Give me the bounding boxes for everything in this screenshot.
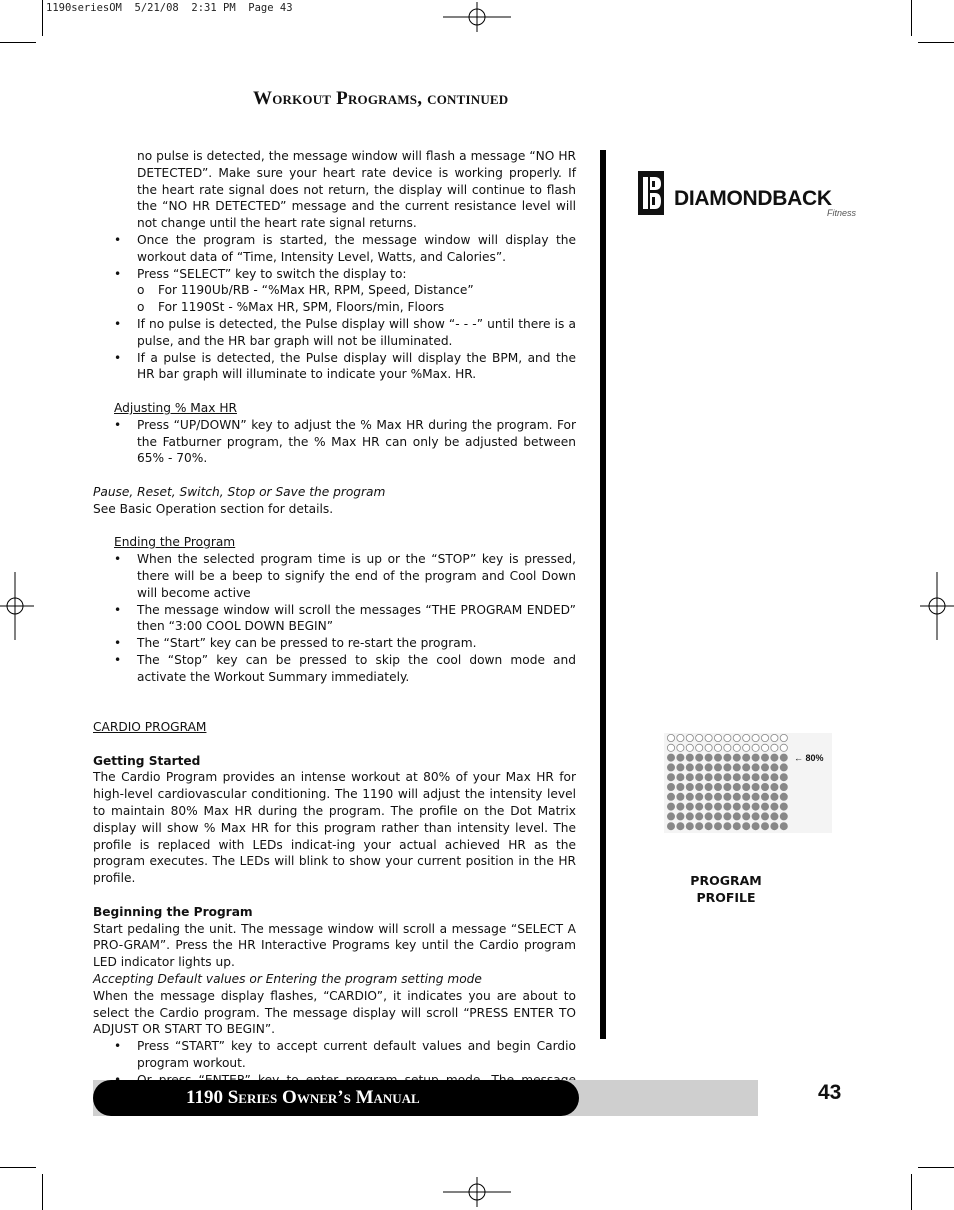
dot-lit: [714, 793, 721, 800]
list-item: • Press “START” key to accept current default values and begin Cardio program workout.: [114, 1039, 576, 1071]
dot-unlit: [752, 744, 759, 751]
dot-lit: [771, 803, 778, 810]
dot-lit: [696, 823, 703, 830]
dot-lit: [780, 813, 787, 820]
dot-unlit: [752, 734, 759, 741]
option-item: o For 1190Ub/RB - “%Max HR, RPM, Speed, Distance”: [137, 283, 474, 298]
dot-lit: [780, 823, 787, 830]
bullet-icon: •: [114, 417, 122, 432]
dot-unlit: [743, 744, 750, 751]
dot-lit: [761, 774, 768, 781]
dot-lit: [705, 774, 712, 781]
dot-lit: [714, 803, 721, 810]
dot-unlit: [761, 744, 768, 751]
dot-lit: [743, 774, 750, 781]
dot-unlit: [771, 734, 778, 741]
dot-lit: [761, 823, 768, 830]
dot-lit: [686, 774, 693, 781]
dot-lit: [733, 783, 740, 790]
dot-lit: [686, 783, 693, 790]
dot-lit: [724, 793, 731, 800]
dot-unlit: [714, 744, 721, 751]
diamondback-logo: [638, 171, 860, 223]
dot-lit: [752, 764, 759, 771]
getting-started-text: The Cardio Program provides an intense workout at 80% of your Max HR for high-level cardiovascular conditioning. The 1190 will adjust the intensity level to maintain 80% Max HR during the program. The profile on the Dot Matrix display will show % Max HR for this program rather than intensity level. The profile is replaced with LEDs indicat-ing your actual achieved HR as the program executes. The LEDs will blink to show your current position in the HR profile.: [93, 770, 576, 886]
dot-lit: [752, 823, 759, 830]
dot-lit: [733, 754, 740, 761]
dot-lit: [696, 813, 703, 820]
dot-unlit: [696, 744, 703, 751]
program-profile-caption: PROGRAM PROFILE: [690, 873, 762, 905]
dot-lit: [714, 764, 721, 771]
accepting-heading: Accepting Default values or Entering the program setting mode: [93, 972, 482, 987]
dot-lit: [686, 813, 693, 820]
dot-lit: [743, 813, 750, 820]
dot-lit: [752, 783, 759, 790]
dot-lit: [714, 754, 721, 761]
dot-lit: [724, 754, 731, 761]
dot-lit: [780, 783, 787, 790]
section-title: Workout Programs, continued: [253, 88, 509, 109]
dot-unlit: [724, 744, 731, 751]
dot-lit: [771, 783, 778, 790]
dot-lit: [667, 754, 674, 761]
dot-lit: [677, 813, 684, 820]
dot-lit: [696, 754, 703, 761]
dot-lit: [780, 764, 787, 771]
dot-unlit: [686, 744, 693, 751]
dot-lit: [705, 793, 712, 800]
dot-lit: [724, 813, 731, 820]
dot-lit: [761, 803, 768, 810]
registration-mark-left: [0, 572, 34, 640]
dot-matrix-display: [664, 733, 832, 833]
dot-lit: [677, 803, 684, 810]
dot-lit: [714, 823, 721, 830]
dot-lit: [733, 813, 740, 820]
dot-lit: [696, 774, 703, 781]
dot-lit: [686, 754, 693, 761]
dot-lit: [667, 783, 674, 790]
dot-lit: [752, 774, 759, 781]
print-header: 1190seriesOM 5/21/08 2:31 PM Page 43: [46, 2, 293, 14]
dot-lit: [667, 793, 674, 800]
getting-started-heading: Getting Started: [93, 753, 201, 768]
dot-lit: [667, 803, 674, 810]
dot-lit: [714, 813, 721, 820]
dot-lit: [714, 774, 721, 781]
dot-lit: [686, 793, 693, 800]
dot-lit: [667, 823, 674, 830]
crop-mark: [911, 0, 912, 36]
dot-lit: [705, 823, 712, 830]
dot-lit: [752, 754, 759, 761]
dot-lit: [724, 764, 731, 771]
dot-lit: [677, 774, 684, 781]
registration-mark-bottom: [443, 1177, 511, 1207]
dot-lit: [677, 783, 684, 790]
dot-lit: [743, 754, 750, 761]
dot-lit: [733, 803, 740, 810]
crop-mark: [42, 1174, 43, 1210]
dot-unlit: [705, 744, 712, 751]
crop-mark: [911, 1174, 912, 1210]
crop-mark: [0, 42, 36, 43]
beginning-text: Start pedaling the unit. The message window will scroll a message “SELECT A PRO-GRAM”. Press the HR Interactive Programs key until the Cardio program LED indicator lights up.: [93, 921, 576, 970]
bullet-icon: •: [114, 266, 122, 281]
dot-lit: [733, 793, 740, 800]
page-number: 43: [818, 1081, 842, 1104]
dot-unlit: [771, 744, 778, 751]
dot-unlit: [705, 734, 712, 741]
footer-pill: [93, 1080, 579, 1116]
dot-lit: [771, 754, 778, 761]
list-item: • The message window will scroll the messages “THE PROGRAM ENDED” then “3:00 COOL DOWN BEGIN”: [114, 602, 576, 634]
bullet-icon: •: [114, 652, 122, 667]
accepting-text: When the message display flashes, “CARDIO”, it indicates you are about to select the Cardio program. The message display will scroll “PRESS ENTER TO ADJUST OR START TO BEGIN”.: [93, 988, 576, 1037]
adjusting-heading: Adjusting % Max HR: [114, 400, 237, 415]
registration-mark-top: [443, 2, 511, 32]
dot-lit: [696, 793, 703, 800]
dot-lit: [780, 793, 787, 800]
dot-lit: [743, 783, 750, 790]
dot-lit: [771, 793, 778, 800]
crop-mark: [918, 42, 954, 43]
dot-lit: [761, 754, 768, 761]
dot-unlit: [714, 734, 721, 741]
bullet-icon: •: [114, 316, 122, 331]
dot-lit: [724, 823, 731, 830]
dot-lit: [743, 793, 750, 800]
dot-lit: [686, 823, 693, 830]
dot-unlit: [761, 734, 768, 741]
dot-unlit: [686, 734, 693, 741]
dot-lit: [761, 813, 768, 820]
dot-lit: [733, 774, 740, 781]
dot-unlit: [733, 744, 740, 751]
dot-lit: [686, 803, 693, 810]
dot-unlit: [743, 734, 750, 741]
dot-lit: [705, 754, 712, 761]
crop-mark: [42, 0, 43, 36]
dot-lit: [667, 813, 674, 820]
dot-lit: [780, 803, 787, 810]
list-item: • If no pulse is detected, the Pulse display will show “- - -” until there is a pulse, and the HR bar graph will not be illuminated.: [114, 316, 576, 348]
registration-mark-right: [920, 572, 954, 640]
dot-lit: [686, 764, 693, 771]
crop-mark: [918, 1167, 954, 1168]
logo-brand: DIAMONDBACK: [674, 187, 832, 210]
dot-lit: [771, 813, 778, 820]
dot-lit: [771, 764, 778, 771]
diamondback-emblem-icon: [638, 171, 664, 215]
footer-title: 1190 Series Owner’s Manual: [186, 1087, 420, 1108]
dot-lit: [752, 813, 759, 820]
dot-lit: [780, 774, 787, 781]
dot-lit: [677, 823, 684, 830]
dot-lit: [667, 774, 674, 781]
dot-unlit: [780, 744, 787, 751]
list-item: • If a pulse is detected, the Pulse display will display the BPM, and the HR bar graph will illuminate to indicate your %Max. HR.: [114, 350, 576, 382]
dot-lit: [696, 764, 703, 771]
option-item: o For 1190St - %Max HR, SPM, Floors/min, Floors: [137, 300, 445, 315]
dot-lit: [761, 783, 768, 790]
cardio-heading: CARDIO PROGRAM: [93, 720, 207, 735]
ending-heading: Ending the Program: [114, 535, 236, 550]
dot-unlit: [667, 744, 674, 751]
list-item: • When the selected program time is up or the “STOP” key is pressed, there will be a beep to signify the end of the program and Cool Down will become active: [114, 552, 576, 600]
dot-lit: [667, 764, 674, 771]
dot-lit: [705, 813, 712, 820]
list-item: • The “Stop” key can be pressed to skip the cool down mode and activate the Workout Summary immediately.: [114, 652, 576, 684]
list-item: • Press “UP/DOWN” key to adjust the % Max HR during the program. For the Fatburner program, the % Max HR can only be adjusted between 65% - 70%.: [114, 417, 576, 466]
dot-lit: [733, 764, 740, 771]
list-item: • Press “SELECT” key to switch the display to:: [114, 266, 407, 281]
dot-lit: [780, 754, 787, 761]
pause-heading: Pause, Reset, Switch, Stop or Save the program: [93, 484, 386, 499]
profile-level-label: ← 80%: [794, 753, 824, 763]
dot-lit: [677, 764, 684, 771]
dot-lit: [761, 764, 768, 771]
dot-unlit: [733, 734, 740, 741]
list-item: • The “Start” key can be pressed to re-start the program.: [114, 636, 477, 651]
dot-lit: [752, 793, 759, 800]
dot-lit: [724, 803, 731, 810]
dot-lit: [761, 793, 768, 800]
vertical-rule: [600, 150, 606, 1039]
dot-unlit: [724, 734, 731, 741]
dot-unlit: [677, 734, 684, 741]
main-content: [93, 148, 576, 1105]
beginning-heading: Beginning the Program: [93, 904, 253, 919]
dot-lit: [724, 783, 731, 790]
dot-unlit: [667, 734, 674, 741]
dot-unlit: [677, 744, 684, 751]
intro-paragraph: no pulse is detected, the message window will flash a message “NO HR DETECTED”. Make sure your heart rate device is working properly. If the heart rate signal does not return, the display will continue to flash the “NO HR DETECTED” message and the current resistance level will not change until the heart rate signal returns.: [137, 149, 576, 231]
logo-subtitle: Fitness: [826, 208, 856, 218]
dot-lit: [705, 783, 712, 790]
option-marker: o: [137, 283, 145, 298]
dot-lit: [752, 803, 759, 810]
crop-mark: [0, 1167, 36, 1168]
dot-lit: [743, 803, 750, 810]
bullet-icon: •: [114, 350, 122, 365]
dot-unlit: [696, 734, 703, 741]
list-item: • Once the program is started, the message window will display the workout data of “Time, Intensity Level, Watts, and Calories”.: [114, 232, 576, 264]
dot-lit: [677, 793, 684, 800]
dot-lit: [705, 803, 712, 810]
bullet-icon: •: [114, 552, 122, 567]
dot-lit: [696, 803, 703, 810]
dot-lit: [733, 823, 740, 830]
program-profile-graphic: [664, 733, 832, 833]
dot-lit: [696, 783, 703, 790]
dot-lit: [714, 783, 721, 790]
option-marker: o: [137, 300, 145, 315]
dot-lit: [771, 823, 778, 830]
dot-lit: [724, 774, 731, 781]
dot-lit: [771, 774, 778, 781]
bullet-icon: •: [114, 232, 122, 247]
bullet-icon: •: [114, 1039, 122, 1054]
dot-lit: [743, 764, 750, 771]
dot-unlit: [780, 734, 787, 741]
bullet-icon: •: [114, 636, 122, 651]
pause-text: See Basic Operation section for details.: [93, 501, 334, 516]
bullet-icon: •: [114, 602, 122, 617]
dot-lit: [677, 754, 684, 761]
dot-lit: [743, 823, 750, 830]
dot-lit: [705, 764, 712, 771]
